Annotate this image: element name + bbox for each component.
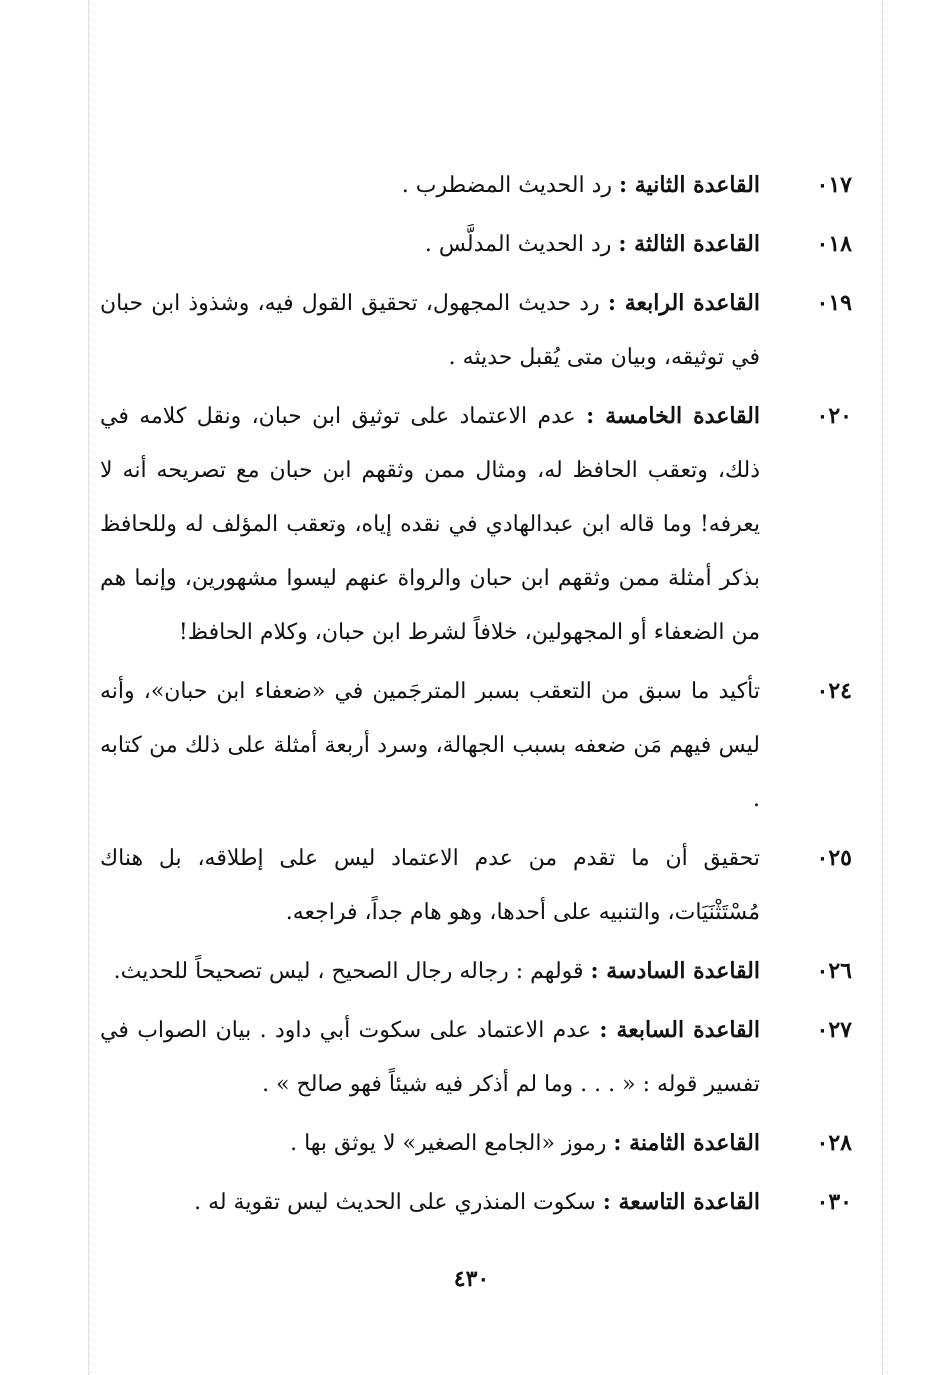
toc-entry-24 bbox=[100, 664, 852, 827]
toc-entry-18 bbox=[100, 217, 852, 272]
entry-text bbox=[100, 276, 760, 385]
entry-description: رد حديث المجهول، تحقيق القول فيه، وشذوذ ابن حبان في توثيقه، وبيان متى يُقبل حديثه . bbox=[100, 291, 760, 370]
table-of-contents-list bbox=[100, 158, 852, 1230]
entry-description: رد الحديث المضطرب . bbox=[401, 173, 619, 198]
entry-page-number: ٠١٩ bbox=[816, 290, 852, 316]
entry-page-number: ٠٢٤ bbox=[816, 678, 852, 704]
entry-text bbox=[100, 1116, 760, 1171]
page-number: ٤٣٠ bbox=[453, 1266, 490, 1292]
entry-page-number: ٠٢٥ bbox=[816, 845, 852, 871]
entry-text bbox=[100, 1175, 760, 1230]
toc-entry-20 bbox=[100, 389, 852, 660]
entry-description: قولهم : رجاله رجال الصحيح ، ليس تصحيحاً للحديث. bbox=[113, 959, 591, 984]
entry-page-number: ٠٢٧ bbox=[816, 1017, 852, 1043]
entry-page-number: ٠٢٠ bbox=[816, 403, 852, 429]
entry-title: القاعدة الرابعة : bbox=[607, 290, 760, 316]
entry-title: القاعدة التاسعة : bbox=[602, 1189, 760, 1215]
entry-page-number: ٠٢٨ bbox=[816, 1130, 852, 1156]
entry-description: رد الحديث المدلَّس . bbox=[424, 232, 619, 257]
entry-description: سكوت المنذري على الحديث ليس تقوية له . bbox=[194, 1190, 603, 1215]
entry-description: تحقيق أن ما تقدم من عدم الاعتماد ليس على إطلاقه، بل هناك مُسْتَثْنَيَات، والتنبيه على أحدها، وهو هام جداً، فراجعه. bbox=[100, 846, 760, 925]
entry-page-number: ٠١٨ bbox=[816, 231, 852, 257]
scan-artifact-line bbox=[882, 0, 883, 1375]
toc-entry-19 bbox=[100, 276, 852, 385]
entry-title: القاعدة السابعة : bbox=[599, 1017, 760, 1043]
entry-title: القاعدة الثانية : bbox=[618, 172, 760, 198]
entry-title: القاعدة السادسة : bbox=[590, 958, 760, 984]
entry-text bbox=[100, 944, 760, 999]
toc-entry-27 bbox=[100, 1003, 852, 1112]
entry-description: عدم الاعتماد على سكوت أبي داود . بيان الصواب في تفسير قوله : « . . . وما لم أذكر فيه شيئاً فهو صالح » . bbox=[100, 1018, 760, 1097]
entry-text bbox=[100, 664, 760, 827]
entry-page-number: ٠٢٦ bbox=[816, 958, 852, 984]
toc-entry-30 bbox=[100, 1175, 852, 1230]
toc-entry-26 bbox=[100, 944, 852, 999]
entry-description: تأكيد ما سبق من التعقب بسبر المترجَمين في «ضعفاء ابن حبان»، وأنه ليس فيهم مَن ضعفه بسبب الجهالة، وسرد أربعة أمثلة على ذلك من كتابه . bbox=[100, 679, 760, 812]
entry-description: عدم الاعتماد على توثيق ابن حبان، ونقل كلامه في ذلك، وتعقب الحافظ له، ومثال ممن وثقهم ابن حبان مع تصريحه أنه لا يعرفه! وما قاله ابن عبدالهادي في نقده إياه، وتعقب المؤلف له وللحافظ بذكر أمثلة ممن وثقهم ابن حبان والرواة عنهم ليسوا مشهورين، وإنما هم من الضعفاء أو المجهولين، خلافاً لشرط ابن حبان، وكلام الحافظ! bbox=[100, 404, 760, 645]
toc-entry-28 bbox=[100, 1116, 852, 1171]
entry-text bbox=[100, 389, 760, 660]
toc-entry-25 bbox=[100, 831, 852, 940]
entry-text bbox=[100, 158, 760, 213]
entry-title: القاعدة الخامسة : bbox=[586, 403, 760, 429]
toc-entry-17 bbox=[100, 158, 852, 213]
entry-title: القاعدة الثامنة : bbox=[613, 1130, 760, 1156]
entry-text bbox=[100, 831, 760, 940]
entry-description: رموز «الجامع الصغير» لا يوثق بها . bbox=[290, 1131, 614, 1156]
entry-text bbox=[100, 217, 760, 272]
entry-text bbox=[100, 1003, 760, 1112]
scan-artifact-line bbox=[88, 0, 89, 1375]
entry-page-number: ٠٣٠ bbox=[816, 1189, 852, 1215]
entry-page-number: ٠١٧ bbox=[816, 172, 852, 198]
entry-title: القاعدة الثالثة : bbox=[618, 231, 760, 257]
